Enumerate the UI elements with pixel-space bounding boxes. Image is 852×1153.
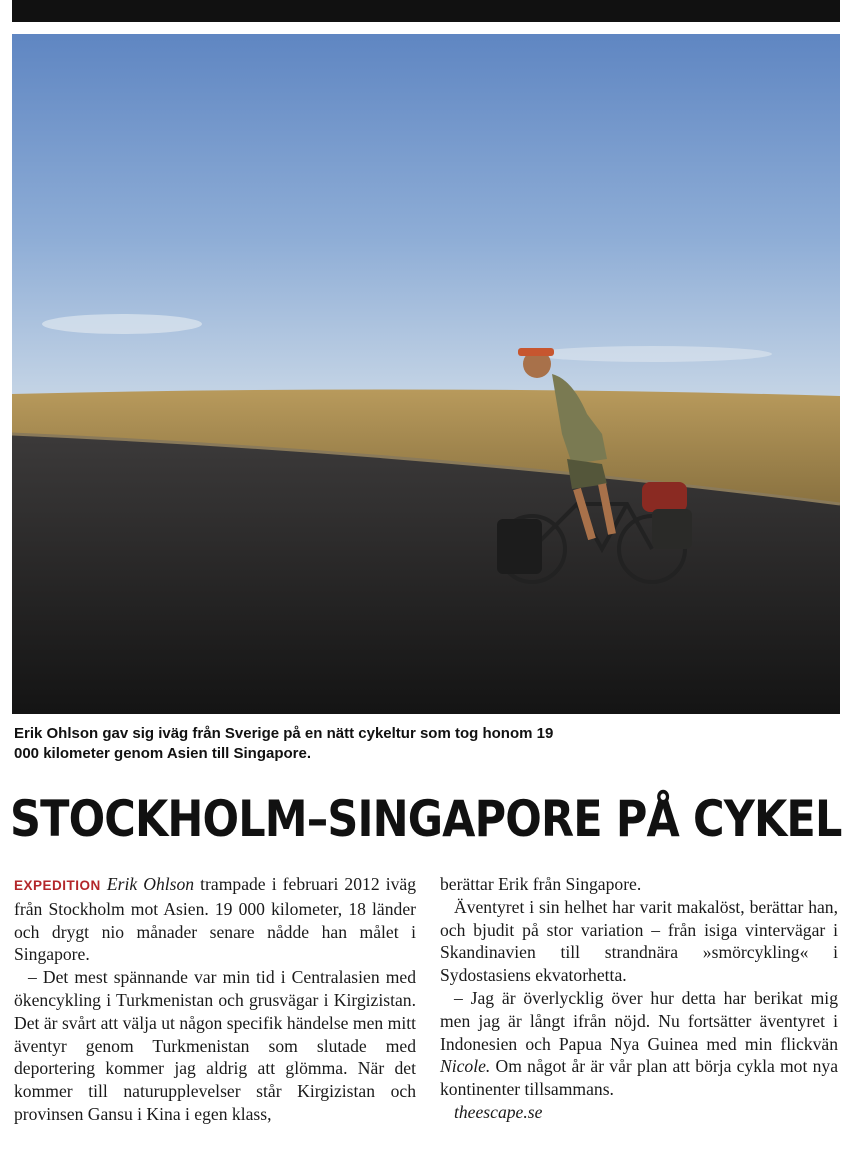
paragraph-4-name: Nicole. (440, 1056, 491, 1077)
article-column-left (14, 873, 416, 1126)
section-kicker: EXPEDITION (14, 878, 101, 893)
article-headline: STOCKHOLM–SINGAPORE PÅ CYKEL (10, 790, 842, 848)
lead-person-name: Erik Ohlson (106, 874, 195, 894)
signature: theescape.se (454, 1101, 543, 1122)
paragraph-3: Äventyret i sin helhet har varit makalöst, berättar han, och bjudit på stor variation – från isiga vintervägar i Skandinavien till strandnära »smörcykling« i Sydostasiens ekvatorhetta. (440, 896, 838, 986)
cyclist-photo (12, 34, 840, 714)
lead-text: trampade i februari 2012 iväg från Stockholm mot Asien. 19 000 kilometer, 18 länder och drygt nio månader senare nådde han målet i Singapore. (14, 874, 416, 965)
article-column-right (440, 873, 838, 1124)
paragraph-2: – Det mest spännande var min tid i Centralasien med ökencykling i Turkmenistan och grusvägar i Kirgizistan. Det är svårt att välja ut någon specifik händelse men mitt äventyr genom Turkmenistan som slutade med deportering kommer jag aldrig att glömma. När det kommer till naturupplevelser står Kirgizistan och provinsen Gansu i Kina i egen klass, (14, 967, 416, 1124)
paragraph-4 (440, 987, 838, 1101)
photo-caption: Erik Ohlson gav sig iväg från Sverige på en nätt cykeltur som tog honom 19 000 kilometer genom Asien till Singapore. (14, 725, 554, 762)
paragraph-2-continued: berättar Erik från Singapore. (440, 874, 642, 894)
top-black-bar (12, 0, 840, 22)
cyclist-desert-road-image (12, 34, 840, 714)
lead-paragraph (14, 873, 416, 966)
paragraph-4-text-a: – Jag är överlycklig över hur detta har berikat mig men jag är långt ifrån nöjd. Nu fortsätter äventyret i Indonesien och Papua Nya Guinea med min flickvän (440, 987, 838, 1054)
paragraph-4-text-b: Om något år är vår plan att börja cykla mot nya kontinenter tillsammans. (440, 1056, 838, 1100)
